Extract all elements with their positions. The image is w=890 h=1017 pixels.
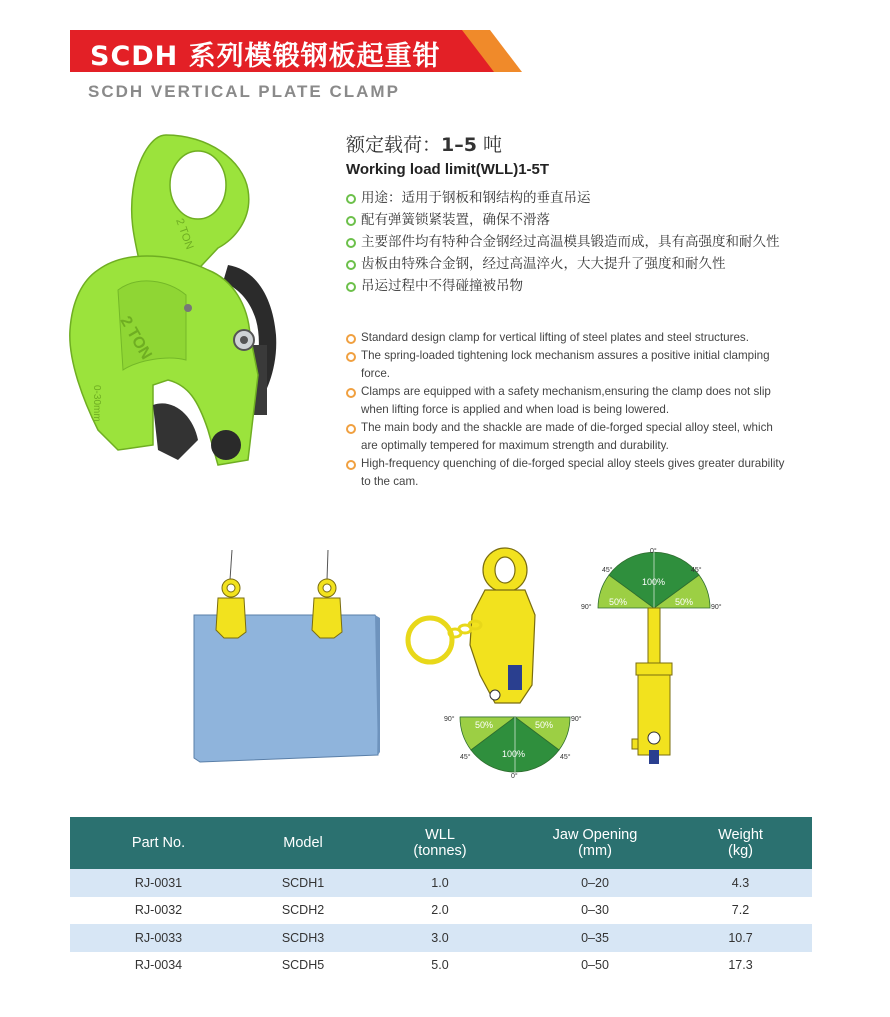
svg-text:90°: 90° — [444, 716, 455, 723]
svg-text:50%: 50% — [675, 597, 694, 607]
side-view-angle-illustration — [578, 545, 728, 770]
svg-text:50%: 50% — [475, 720, 494, 730]
table-row: RJ-0034 SCDH5 5.0 0–50 17.3 — [134, 958, 753, 973]
svg-text:90°: 90° — [571, 716, 582, 723]
feature-cn-item: 主要部件均有特种合金钢经过高温模具锻造而成，具有高强度和耐久性 — [346, 231, 786, 253]
feature-en-item: The spring-loaded tightening lock mechanism assures a positive initial clamping force. — [346, 347, 786, 383]
svg-text:50%: 50% — [609, 597, 628, 607]
svg-text:90°: 90° — [711, 604, 722, 611]
jaw-mark: 0-30mm — [91, 385, 102, 422]
feature-cn-item: 吊运过程中不得碰撞被吊物 — [346, 275, 786, 297]
header-model: Model — [283, 835, 323, 851]
page-subtitle: SCDH VERTICAL PLATE CLAMP — [88, 82, 400, 101]
load-limit-en: Working load limit(WLL)1-5T — [346, 161, 550, 178]
shackle-mark: 2 TON — [173, 216, 196, 252]
svg-text:45°: 45° — [460, 754, 471, 761]
svg-text:50%: 50% — [535, 720, 554, 730]
header-jaw-opening: Jaw Opening (mm) — [552, 827, 638, 859]
feature-cn-item: 齿板由特殊合金钢，经过高温淬火，大大提升了强度和耐久性 — [346, 253, 786, 275]
svg-text:0°: 0° — [650, 548, 657, 555]
table-row: RJ-0033 SCDH3 3.0 0–35 10.7 — [70, 924, 812, 952]
svg-text:100%: 100% — [642, 577, 666, 587]
svg-text:45°: 45° — [560, 754, 571, 761]
header-part-no: Part No. — [131, 835, 186, 851]
svg-text:100%: 100% — [502, 749, 526, 759]
svg-text:90°: 90° — [581, 604, 592, 611]
plate-lifting-illustration — [190, 550, 390, 765]
features-en-list — [346, 329, 786, 491]
header-wll: WLL (tonnes) — [413, 827, 467, 859]
table-header — [70, 817, 812, 869]
table-row: RJ-0031 SCDH1 1.0 0–20 4.3 — [70, 869, 812, 897]
clamp-angle-illustration — [400, 545, 580, 780]
feature-cn-item: 用途：适用于钢板和钢结构的垂直吊运 — [346, 187, 786, 209]
upper-protractor — [581, 547, 722, 611]
feature-en-item: The main body and the shackle are made of die-forged special alloy steel, which are optimally tempered for maximum strength and durability. — [346, 419, 786, 455]
spec-table — [70, 817, 812, 979]
banner-accent — [462, 30, 524, 72]
svg-text:45°: 45° — [602, 567, 613, 574]
product-photo — [58, 130, 293, 475]
svg-text:0°: 0° — [511, 773, 518, 780]
feature-en-item: High-frequency quenching of die-forged special alloy steels gives greater durability to the cam. — [346, 455, 786, 491]
feature-en-item: Clamps are equipped with a safety mechanism,ensuring the clamp does not slip when lifting force is applied and when load is being lowered. — [346, 383, 786, 419]
load-limit-cn: 额定载荷：1–5 吨 — [346, 134, 503, 156]
header-weight: Weight (kg) — [718, 827, 763, 859]
table-row: RJ-0032 SCDH2 2.0 0–30 7.2 — [134, 903, 750, 918]
clamp-body — [70, 256, 258, 465]
features-cn-list — [346, 187, 786, 297]
lower-protractor — [444, 715, 582, 780]
feature-en-item: Standard design clamp for vertical lifting of steel plates and steel structures. — [346, 329, 786, 347]
svg-text:45°: 45° — [691, 567, 702, 574]
feature-cn-item: 配有弹簧锁紧装置，确保不滑落 — [346, 209, 786, 231]
page-title: SCDH 系列模锻钢板起重钳 — [90, 41, 441, 72]
body-mark: 2 TON — [116, 313, 155, 363]
